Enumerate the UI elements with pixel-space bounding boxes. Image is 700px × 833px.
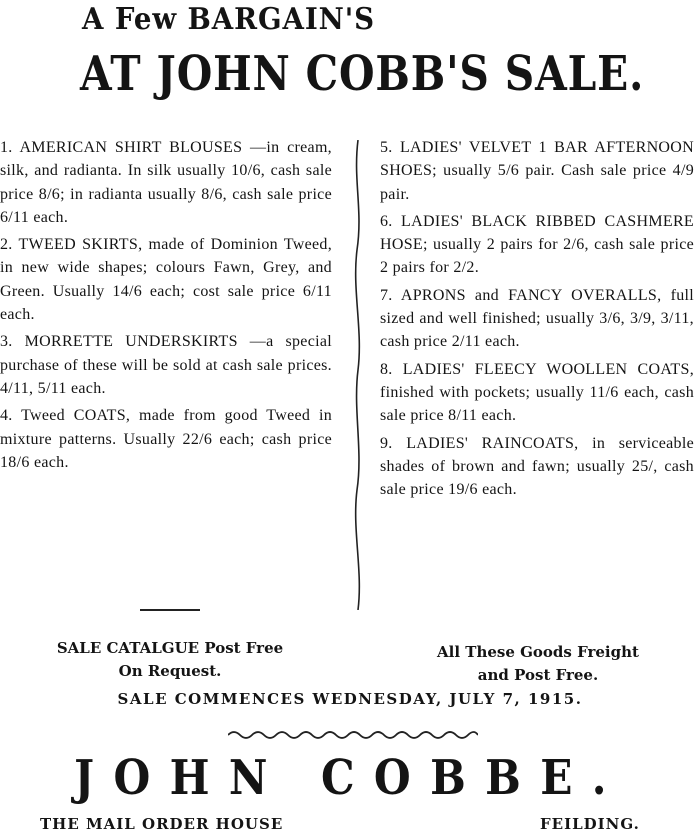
list-item: 9. LADIES' RAINCOATS, in serviceable shades of brown and fawn; usually 25/, cash sale price 19/6 each.: [380, 434, 694, 499]
shop-name: JOHN COBBE.: [74, 750, 626, 806]
wave-divider: [228, 728, 478, 742]
list-item: 2. TWEED SKIRTS, made of Dominion Tweed, in new wide shapes; colours Fawn, Grey, and Green. Usually 14/6 each; cost sale price 6/11 each.: [0, 236, 332, 324]
freight-notice-line1: All These Goods Freight: [437, 643, 639, 661]
headline-bargains: A Few BARGAIN'S: [82, 2, 376, 37]
list-item: 6. LADIES' BLACK RIBBED CASHMERE HOSE; usually 2 pairs for 2/6, cash sale price 2 pairs for 2/2.: [380, 212, 694, 277]
list-item: 1. AMERICAN SHIRT BLOUSES —in cream, silk, and radianta. In silk usually 10/6, cash sale price 8/6; in radianta usually 8/6, cash sale price 6/11 each.: [0, 139, 332, 226]
sale-commences-notice: SALE COMMENCES WEDNESDAY, JULY 7, 1915.: [117, 690, 583, 708]
left-column: [0, 136, 332, 478]
mail-order-house: THE MAIL ORDER HOUSE: [40, 815, 284, 833]
list-item: 7. APRONS and FANCY OVERALLS, full sized and well finished; usually 3/6, 3/9, 3/11, cash price 2/11 each.: [380, 286, 694, 351]
list-item: 5. LADIES' VELVET 1 BAR AFTERNOON SHOES; usually 5/6 pair. Cash sale price 4/9 pair.: [380, 139, 694, 203]
list-item: 4. Tweed COATS, made from good Tweed in mixture patterns. Usually 22/6 each; cash price 18/6 each.: [0, 407, 332, 471]
town-name: FEILDING.: [540, 815, 640, 833]
right-column: [380, 136, 694, 505]
list-item: 8. LADIES' FLEECY WOOLLEN COATS, finished with pockets; usually 11/6 each, cash sale price 8/11 each.: [380, 360, 694, 425]
list-item: 3. MORRETTE UNDERSKIRTS —a special purchase of these will be sold at cash sale prices. 4/11, 5/11 each.: [0, 333, 332, 397]
catalogue-notice: [20, 637, 320, 683]
freight-notice: [388, 641, 688, 687]
section-rule: [140, 609, 200, 611]
catalogue-notice-line1: SALE CATALGUE Post Free: [56, 639, 284, 657]
column-divider: [351, 140, 365, 610]
catalogue-notice-line2: On Request.: [118, 662, 222, 680]
headline-sale: AT JOHN COBB'S SALE.: [80, 46, 645, 102]
freight-notice-line2: and Post Free.: [477, 666, 599, 684]
